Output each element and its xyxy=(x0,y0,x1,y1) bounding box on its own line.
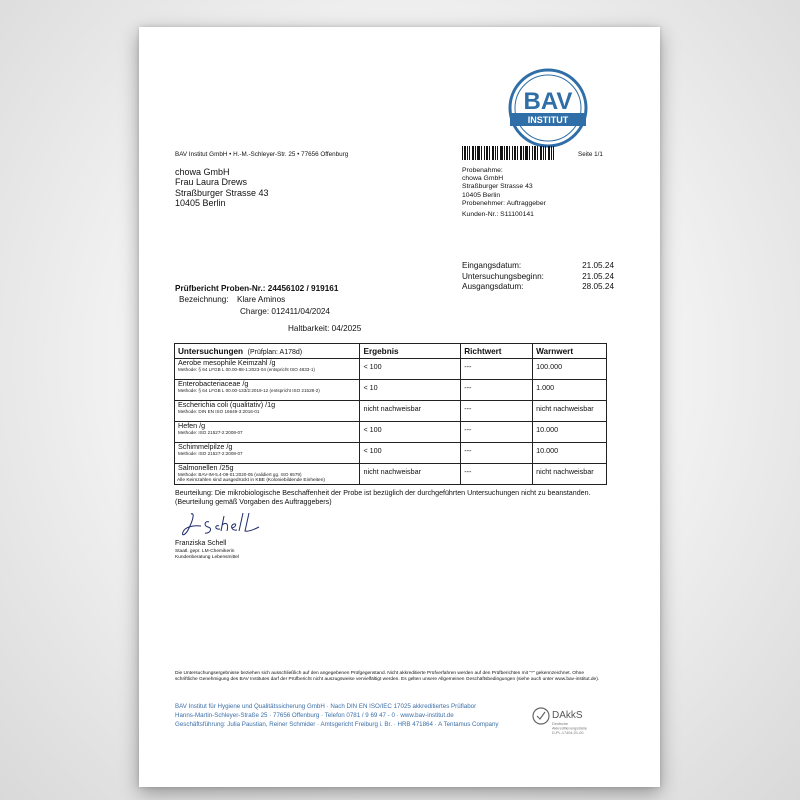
dakks-line: Deutsche xyxy=(552,722,569,726)
date-row xyxy=(462,282,614,293)
dakks-line: Akkreditierungsstelle xyxy=(552,726,588,731)
recipient-line: Straßburger Strasse 43 xyxy=(175,187,269,198)
signer-title-line: Kundenberatung Lebensmittel xyxy=(175,554,240,560)
header-richtwert: Richtwert xyxy=(461,344,533,359)
report-title: Prüfbericht Proben-Nr.: 24456102 / 919161 xyxy=(175,284,339,293)
probenahme-line: 10405 Berlin xyxy=(462,191,501,199)
probenahme-line: Straßburger Strasse 43 xyxy=(462,183,533,191)
haltbarkeit: Haltbarkeit: 04/2025 xyxy=(288,324,362,333)
recipient-line: Frau Laura Drews xyxy=(175,177,248,188)
warnwert-cell: 100.000 xyxy=(533,359,607,380)
signer-name: Franziska Schell xyxy=(175,540,227,547)
bezeichnung-value: Klare Aminos xyxy=(237,295,286,304)
dakks-name: DAkkS xyxy=(552,710,583,721)
richtwert-cell: --- xyxy=(461,359,533,380)
date-value: 28.05.24 xyxy=(582,282,614,292)
probenahme-line: Probenehmer: Auftraggeber xyxy=(462,199,546,207)
probenahme-line: chowa GmbH xyxy=(462,175,504,183)
warnwert-cell: nicht nachweisbar xyxy=(533,401,607,422)
disclaimer: Die Untersuchungsergebnisse beziehen sich ausschließlich auf den angegebenen Prüfgegenstand. Nicht akkreditierte Prüfverfahren werden auf den Prüfberichten mit "*" gekennzeichnet. Ohne schriftliche Genehmigung des BAV Institutes darf der Prüfbericht nicht auszugsweise vervielfältigt werden. Es gelten unsere Allgemeinen Geschäftsbedingungen (siehe auch unter www.bav-institut.de). xyxy=(175,671,600,682)
date-row xyxy=(462,261,614,272)
header-pruefplan: (Prüfplan: A178d) xyxy=(247,348,303,356)
ergebnis-cell: nicht nachweisbar xyxy=(360,401,461,422)
charge: Charge: 012411/04/2024 xyxy=(240,307,330,316)
date-row xyxy=(462,272,614,283)
ergebnis-cell: < 10 xyxy=(360,380,461,401)
footer-line: Hanns-Martin-Schleyer-Straße 25 · 77656 Offenburg · Telefon 0781 / 9 69 47 - 0 · www.bav-institut.de xyxy=(175,712,454,720)
richtwert-cell: --- xyxy=(461,422,533,443)
bav-logo xyxy=(507,67,589,149)
ergebnis-cell: nicht nachweisbar xyxy=(360,464,461,485)
recipient-line: chowa GmbH xyxy=(175,167,230,177)
warnwert-cell: nicht nachweisbar xyxy=(533,464,607,485)
probenahme-block xyxy=(462,167,546,208)
table-footnote: Alle Keimzahlen sind ausgedrückt in KBE (Koloniebildende Einheiten) xyxy=(177,478,325,483)
page-number: Seite 1/1 xyxy=(578,151,603,158)
header-untersuchungen: Untersuchungen (Prüfplan: A178d) xyxy=(175,344,360,359)
table-row xyxy=(175,380,607,401)
ergebnis-cell: < 100 xyxy=(360,422,461,443)
signer-title-line: Staatl. gepr. LM-Chemikerin xyxy=(175,549,235,554)
date-value: 21.05.24 xyxy=(582,261,614,270)
results-table xyxy=(174,343,607,485)
dakks-logo xyxy=(531,703,611,739)
method-text: Methode: § 64 LFGB L 00.00-133/2:2019-12 (entspricht ISO 21528-2) xyxy=(178,388,320,393)
method-text: Methode: DIN EN ISO 16649-3:2016-01 xyxy=(178,409,260,414)
recipient-line: 10405 Berlin xyxy=(175,198,226,209)
table-header-row xyxy=(175,344,607,359)
sender-line: BAV Institut GmbH • H.-M.-Schleyer-Str. 25 • 77656 Offenburg xyxy=(175,151,349,158)
customer-number: Kunden-Nr.: S11100141 xyxy=(462,211,534,218)
ergebnis-cell: < 100 xyxy=(360,359,461,380)
header-ergebnis: Ergebnis xyxy=(360,344,461,359)
bezeichnung xyxy=(179,295,285,304)
parameter-name: Escherichia coli (qualitativ) /1g xyxy=(178,400,276,409)
report-page xyxy=(139,27,660,787)
recipient-address xyxy=(175,167,269,209)
table-row xyxy=(175,422,607,443)
table-row xyxy=(175,359,607,380)
footer-line: Geschäftsführung: Julia Paustian, Reiner Schmider · Amtsgericht Freiburg i. Br. · HRB 471864 · A Tentamus Company xyxy=(175,721,499,729)
richtwert-cell: --- xyxy=(461,380,533,401)
method-text: Methode: § 64 LFGB L 00.00-88-1:2023-04 (entspricht ISO 4833-1) xyxy=(178,367,315,372)
bezeichnung-label: Bezeichnung: xyxy=(179,295,229,304)
parameter-name: Schimmelpilze /g xyxy=(178,442,233,451)
date-label: Untersuchungsbeginn: xyxy=(462,271,544,281)
date-value: 21.05.24 xyxy=(582,271,614,281)
ergebnis-cell: < 100 xyxy=(360,443,461,464)
barcode-icon xyxy=(462,146,554,160)
signer-title xyxy=(175,549,239,560)
assessment-text: Beurteilung: Die mikrobiologische Beschaffenheit der Probe ist bezüglich der durchgeführten Untersuchungen nicht zu beanstanden. (Beurteilung gemäß Vorgaben des Auftraggebers) xyxy=(175,489,591,506)
dates-block xyxy=(462,261,614,293)
date-label: Eingangsdatum: xyxy=(462,261,522,270)
table-row xyxy=(175,401,607,422)
richtwert-cell: --- xyxy=(461,401,533,422)
warnwert-cell: 10.000 xyxy=(533,422,607,443)
footer-line: BAV Institut für Hygiene und Qualitätssicherung GmbH · Nach DIN EN ISO/IEC 17025 akkreditiertes Prüflabor xyxy=(175,703,477,710)
method-text: Methode: BAV-IM-5.4-09-01:2020-05 (validiert gg. ISO 6579) xyxy=(178,472,302,477)
logo-text-bav: BAV xyxy=(523,88,573,115)
richtwert-cell: --- xyxy=(461,464,533,485)
parameter-name: Aerobe mesophile Keimzahl /g xyxy=(178,358,276,367)
logo-text-institut: INSTITUT xyxy=(527,115,569,125)
date-label: Ausgangsdatum: xyxy=(462,282,524,292)
company-footer xyxy=(175,702,531,730)
parameter-name: Hefen /g xyxy=(178,421,206,430)
warnwert-cell: 1.000 xyxy=(533,380,607,401)
richtwert-cell: --- xyxy=(461,443,533,464)
parameter-name: Enterobacteriaceae /g xyxy=(178,379,249,388)
header-warnwert: Warnwert xyxy=(533,344,607,359)
method-text: Methode: ISO 21527-2:2008-07 xyxy=(178,451,243,456)
warnwert-cell: 10.000 xyxy=(533,443,607,464)
dakks-line: D-PL-17404-01-00 xyxy=(552,731,584,735)
parameter-name: Salmonellen /25g xyxy=(178,463,234,472)
table-row xyxy=(175,443,607,464)
probenahme-line: Probenahme: xyxy=(462,167,503,174)
method-text: Methode: ISO 21527-2:2008-07 xyxy=(178,430,243,435)
handwritten-signature xyxy=(179,510,269,540)
